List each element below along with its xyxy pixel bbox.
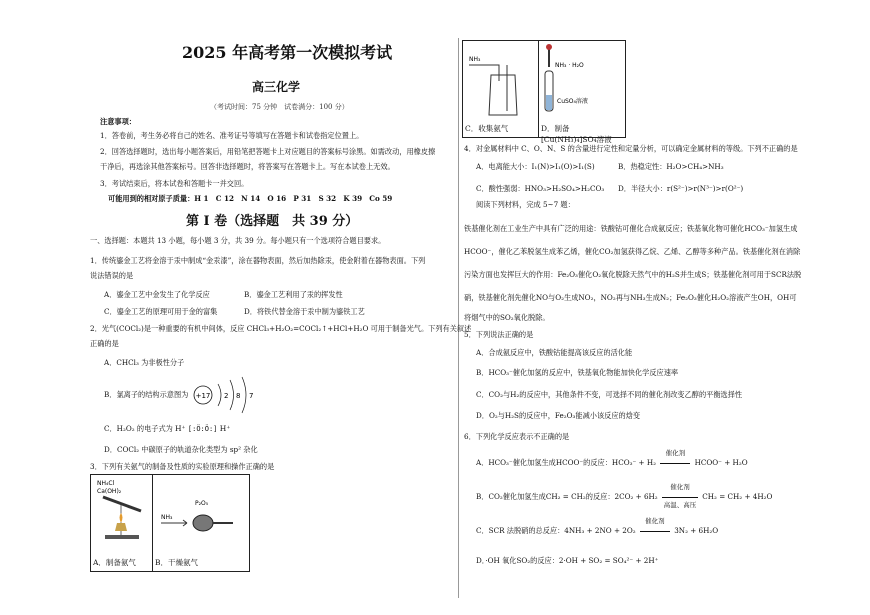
column-divider — [458, 38, 459, 598]
exam-info: （考试时间：75 分钟 试卷满分：100 分） — [210, 103, 349, 111]
complex-preparation-drawing — [539, 41, 625, 121]
nucleus-charge: +17 — [195, 392, 211, 400]
solution-fill — [546, 95, 552, 110]
q3-apparatus-d — [538, 40, 626, 144]
reading-line-3: 污染方面也发挥巨大的作用：Fe₂O₃催化O₂氧化脱除天然气中的H₂S并生成S；铁基催化剂可用于SCR法脱 — [464, 270, 802, 279]
q6-c-equals-line — [640, 531, 670, 532]
desiccant-label: P₂O₅ — [195, 500, 209, 507]
h-ion-right: H⁺ — [219, 424, 231, 433]
q6-c-catalyst: 催化剂 — [645, 517, 665, 525]
drying-tube-bulb — [193, 515, 213, 531]
tube-reagent: CuSO₄溶液 — [557, 98, 588, 105]
shell-count-2: 8 — [236, 392, 241, 400]
q6-b-catalyst: 催化剂 — [670, 483, 690, 491]
section-intro: 一、选择题：本题共 13 小题，每小题 3 分，共 39 分。每小题只有一个选项符合题目要求。 — [90, 236, 386, 245]
q2-stem: 2．光气(COCl₂)是一种重要的有机中间体，反应 CHCl₃+H₂O₂=COCl₂↑+HCl+H₂O 可用于制备光气。下列有关叙述 — [90, 324, 472, 333]
q3-option-b: B．干燥氨气 — [155, 558, 199, 567]
dropper-bulb — [546, 44, 552, 50]
q3-option-d: D．制备[Cu(NH₃)₄]SO₄溶液 — [541, 124, 612, 144]
q4-stem: 4．对金属材料中 C、O、N、S 的含量进行定性和定量分析，可以确定金属材料的等级。下列不正确的是 — [464, 144, 798, 153]
q3-option-c: C．收集氨气 — [465, 124, 509, 133]
h2o2-electron-formula — [175, 424, 230, 433]
q1-option-b: B．鎏金工艺利用了汞的挥发性 — [244, 290, 343, 299]
q2-option-c: C．H₂O₂ 的电子式为 — [104, 424, 173, 433]
q3-apparatus-c — [462, 40, 540, 138]
q6-a-products: HCOO⁻ + H₂O — [694, 458, 748, 467]
q6-a-reactants: A．HCO₃⁻催化加氢生成HCOO⁻的反应：HCO₃⁻ + H₂ — [476, 458, 657, 467]
q5-stem: 5．下列说法正确的是 — [464, 330, 534, 339]
exam-subtitle: 高三化学 — [252, 80, 301, 94]
q1-stem-cont: 说法错误的是 — [90, 271, 134, 280]
shell-arc-3 — [242, 377, 246, 413]
q3-apparatus-a — [90, 474, 154, 572]
reading-line-2: HCOO⁻，催化乙苯脱氢生成苯乙烯，催化CO₂加氢获得乙烷、乙烯、乙醇等多种产品。铁基催化剂在消除 — [464, 247, 801, 256]
drying-apparatus-drawing — [153, 475, 249, 555]
alcohol-lamp — [115, 523, 127, 531]
section-title: 第 I 卷（选择题 共 39 分） — [186, 214, 359, 229]
q6-a-arrow — [658, 449, 692, 467]
q6-a-equals-line — [660, 463, 690, 464]
q6-b-condition: 高温、高压 — [663, 501, 697, 509]
q4-option-b: B．热稳定性：H₂O>CH₄>NH₃ — [618, 162, 724, 171]
gas-collection-drawing — [463, 41, 539, 121]
q2-stem-cont: 正确的是 — [90, 339, 119, 348]
q5-option-a: A．合成氨反应中，铁酸钴能提高该反应的活化能 — [476, 348, 633, 357]
shell-arc-1 — [218, 384, 221, 406]
q6-option-a — [476, 449, 748, 467]
shell-count-1: 2 — [224, 392, 229, 400]
h-ion-left: H⁺ — [175, 424, 186, 433]
stand-base — [105, 535, 139, 539]
atomic-masses: 可能用到的相对原子质量：H 1 C 12 N 14 O 16 P 31 S 32 K 39 Co 59 — [108, 194, 393, 203]
q3-option-a: A．制备氨气 — [93, 558, 136, 567]
heating-apparatus-drawing — [91, 475, 153, 555]
q4-option-c: C．酸性强弱：HNO₃>H₂SO₄>H₂CO₃ — [476, 184, 605, 193]
q6-c-arrow — [638, 517, 672, 535]
reagent-label-1: NH₄Cl — [97, 480, 115, 487]
q6-a-catalyst: 催化剂 — [665, 449, 686, 457]
q6-b-arrow — [660, 483, 700, 509]
q2-option-a: A．CHCl₃ 为非极性分子 — [104, 358, 185, 367]
q2-option-b: B．氯离子的结构示意图为 — [104, 390, 189, 399]
q4-option-d: D．半径大小：r(S²⁻)>r(N³⁻)>r(O²⁻) — [618, 184, 744, 193]
peroxide-ion: [:Ö:Ö:] — [187, 425, 218, 433]
q3-apparatus-b — [152, 474, 250, 572]
q1-option-a: A．鎏金工艺中金发生了化学反应 — [104, 290, 210, 299]
notes-item-3: 3．考试结束后，将本试卷和答题卡一并交回。 — [100, 179, 249, 188]
notes-item-2: 2．回答选择题时，选出每小题答案后，用铅笔把答题卡上对应题目的答案标号涂黑。如需改动，用橡皮擦 — [100, 147, 436, 156]
q6-b-equals-line — [662, 497, 698, 498]
q6-c-reactants: C．SCR 法脱硝的总反应：4NH₃ + 2NO + 2O₂ — [476, 526, 636, 535]
notes-item-1: 1．答卷前，考生务必将自己的姓名、准考证号等填写在答题卡和试卷指定位置上。 — [100, 131, 364, 140]
reagent-label-2: Ca(OH)₂ — [97, 488, 122, 495]
reading-line-1: 铁基催化剂在工业生产中具有广泛的用途：铁酸钴可催化合成氨反应；铁基氧化物可催化HCO₃⁻加氢生成 — [464, 224, 798, 233]
q5-option-c: C．CO₂与H₂的反应中，其他条件不变，可选择不同的催化剂改变乙醇的平衡选择性 — [476, 390, 743, 399]
q3-stem: 3．下列有关氨气的制备及性质的实验原理和操作正确的是 — [90, 462, 275, 471]
q1-option-c: C．鎏金工艺的原理可用于金的富集 — [104, 307, 218, 316]
q4-option-a: A．电离能大小：I₁(N)>I₁(O)>I₁(S) — [476, 162, 595, 171]
reading-line-5: 将烟气中的SO₂氧化脱除。 — [464, 313, 550, 322]
flame — [120, 513, 123, 523]
chloride-structure-diagram — [190, 372, 260, 418]
q1-option-d: D．将铁代替金溶于汞中制为鎏铁工艺 — [244, 307, 365, 316]
shell-count-3: 7 — [249, 392, 254, 400]
q6-b-products: CH₂ = CH₂ + 4H₂O — [702, 492, 773, 501]
inlet-tube — [469, 65, 499, 81]
q5-option-d: D．O₂与H₂S的反应中，Fe₂O₃能减小该反应的焓变 — [476, 411, 641, 420]
q5-option-b: B．HCO₃⁻催化加氢的反应中，铁基氧化物能加快化学反应速率 — [476, 368, 679, 377]
gas-in-label: NH₃ — [161, 514, 173, 521]
exam-title: 2025 年高考第一次模拟考试 — [182, 43, 393, 62]
gas-bottle — [489, 75, 517, 115]
gas-label: NH₃ — [469, 56, 481, 63]
q6-option-c — [476, 517, 719, 535]
q6-c-products: 3N₂ + 6H₂O — [674, 526, 719, 535]
q1-stem: 1．传统鎏金工艺将金溶于汞中制成“金汞漆”，涂在器物表面，然后加热除汞，使金附着在器物表面。下列 — [90, 256, 426, 265]
q2-option-d: D．COCl₂ 中碳原子的轨道杂化类型为 sp² 杂化 — [104, 445, 258, 454]
shell-arc-2 — [230, 380, 234, 410]
q6-stem: 6．下列化学反应表示不正确的是 — [464, 432, 570, 441]
notes-item-2b: 干净后，再选涂其他答案标号。回答非选择题时，将答案写在答题卡上。写在本试卷上无效。 — [100, 162, 395, 171]
q6-option-b — [476, 483, 773, 509]
test-tube — [103, 497, 141, 511]
q6-option-d: D．·OH 氧化SO₂的反应：2·OH + SO₂ = SO₄²⁻ + 2H⁺ — [476, 556, 659, 565]
q6-b-reactants: B．CO₂催化加氢生成CH₂ = CH₂的反应：2CO₂ + 6H₂ — [476, 492, 658, 501]
reading-intro: 阅读下列材料，完成 5~7 题： — [476, 200, 575, 209]
dropper-reagent: NH₃ · H₂O — [555, 62, 584, 69]
notes-heading: 注意事项： — [100, 117, 136, 126]
reading-line-4: 硝，铁基催化剂先催化NO与O₂生成NO₂，NO₂再与NH₃生成N₂；Fe₂O₃催化H₂O₂溶液产生OH，OH可 — [464, 293, 797, 302]
